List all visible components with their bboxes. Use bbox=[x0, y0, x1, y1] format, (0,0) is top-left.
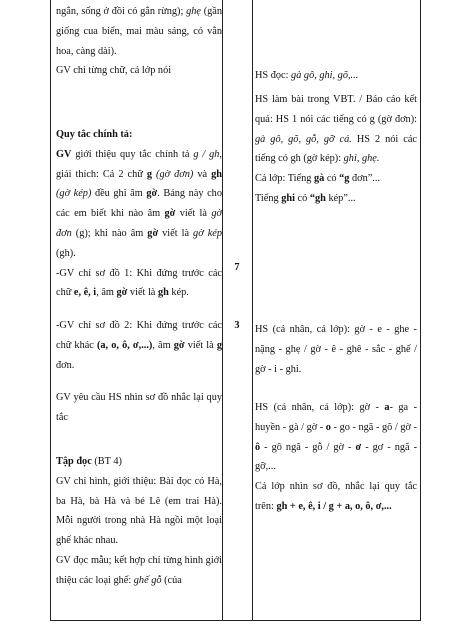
teacher-intro bbox=[56, 2, 222, 81]
repeat-rule-text: GV yêu cầu HS nhìn sơ đồ nhắc lại quy tắc bbox=[56, 392, 222, 423]
student-workbook-report: HS làm bài trong VBT. / Báo cáo kết quả: HS 1 nói các tiếng có g (gờ đơn): gà gô, gõ, gỗ, gỡ cá. HS 2 nói các tiếng có gh (gờ kép): ghi, ghẹ. bbox=[255, 94, 417, 165]
intro-paragraph: ngắn, sống ở đồi có gắn rừng); ghẹ (gần giống cua biển, mai màu sáng, có vằn hoa, càng dài). bbox=[56, 6, 222, 57]
student-class-response-1: Cả lớp: Tiếng gà có “g đơn”... bbox=[255, 173, 381, 185]
spelling-rule-heading: Quy tắc chính tả: bbox=[56, 129, 133, 140]
student-class-response-2: Tiếng ghi có “gh kép”... bbox=[255, 192, 356, 204]
student-spelling-g: HS (cá nhân, cả lớp): gờ - a- ga - huyền - gà / gờ - o - go - ngã - gõ / gờ - ô - gô ngã - gỗ / gờ - ơ - gơ - ngã - gỡ,... bbox=[255, 402, 418, 473]
diagram-2-section bbox=[56, 316, 222, 375]
student-activity-1 bbox=[255, 66, 417, 86]
spelling-rule-section bbox=[56, 125, 222, 303]
reading-demo: GV đọc mẫu; kết hợp chỉ từng hình giới thiệu các loại ghế: ghế gỗ (của bbox=[56, 554, 222, 586]
table-border-right bbox=[420, 0, 421, 621]
student-activity-3 bbox=[255, 320, 417, 379]
table-divider-2 bbox=[252, 0, 253, 621]
student-activity-4 bbox=[255, 398, 417, 517]
table-divider-1 bbox=[222, 0, 223, 621]
reading-heading: Tập đọc (BT 4) bbox=[56, 456, 122, 467]
diagram-1-text: -GV chỉ sơ đồ 1: Khi đứng trước các chữ e, ê, i, âm gờ viết là gh kép. bbox=[56, 267, 222, 299]
reading-intro: GV chỉ hình, giới thiệu: Bài đọc có Hà, ba Hà, bà Hà và bé Lê (em trai Hà). Mỗi người trong nhà Hà ngồi một loại ghế khác nhau. bbox=[56, 475, 222, 547]
table-border-left bbox=[50, 0, 51, 621]
student-rule-recall: Cả lớp nhìn sơ đồ, nhắc lại quy tắc trên: gh + e, ê, i / g + a, o, ô, ơ,... bbox=[255, 481, 417, 512]
student-activity-2 bbox=[255, 90, 417, 209]
spelling-rule-text: GV giới thiệu quy tắc chính tả g / gh, giải thích: Cả 2 chữ g (gờ đơn) và gh (gờ kép) đều ghi âm gờ. Bảng này cho các em biết khi nào âm gờ viết là gờ đơn (g); khi nào âm gờ viết là gờ kép (gh). bbox=[56, 148, 222, 259]
table-border-bottom bbox=[50, 620, 421, 621]
intro-instruction: GV chỉ từng chữ, cả lớp nói bbox=[56, 65, 172, 77]
reading-section bbox=[56, 452, 222, 591]
time-minutes-2: 3 bbox=[234, 320, 240, 331]
time-minutes-1: 7 bbox=[234, 262, 240, 273]
repeat-rule-section bbox=[56, 388, 222, 428]
student-read-line: HS đọc: gà gô, ghi, gõ,... bbox=[255, 70, 359, 81]
diagram-2-text: -GV chỉ sơ đồ 2: Khi đứng trước các chữ khác (a, o, ô, ơ,...), âm gờ viết là g đơn. bbox=[56, 320, 222, 371]
student-spelling-gh: HS (cá nhân, cả lớp): gờ - e - ghe - nặng - ghẹ / gờ - ê - ghê - sắc - ghế / gờ - i - ghi. bbox=[255, 324, 417, 375]
